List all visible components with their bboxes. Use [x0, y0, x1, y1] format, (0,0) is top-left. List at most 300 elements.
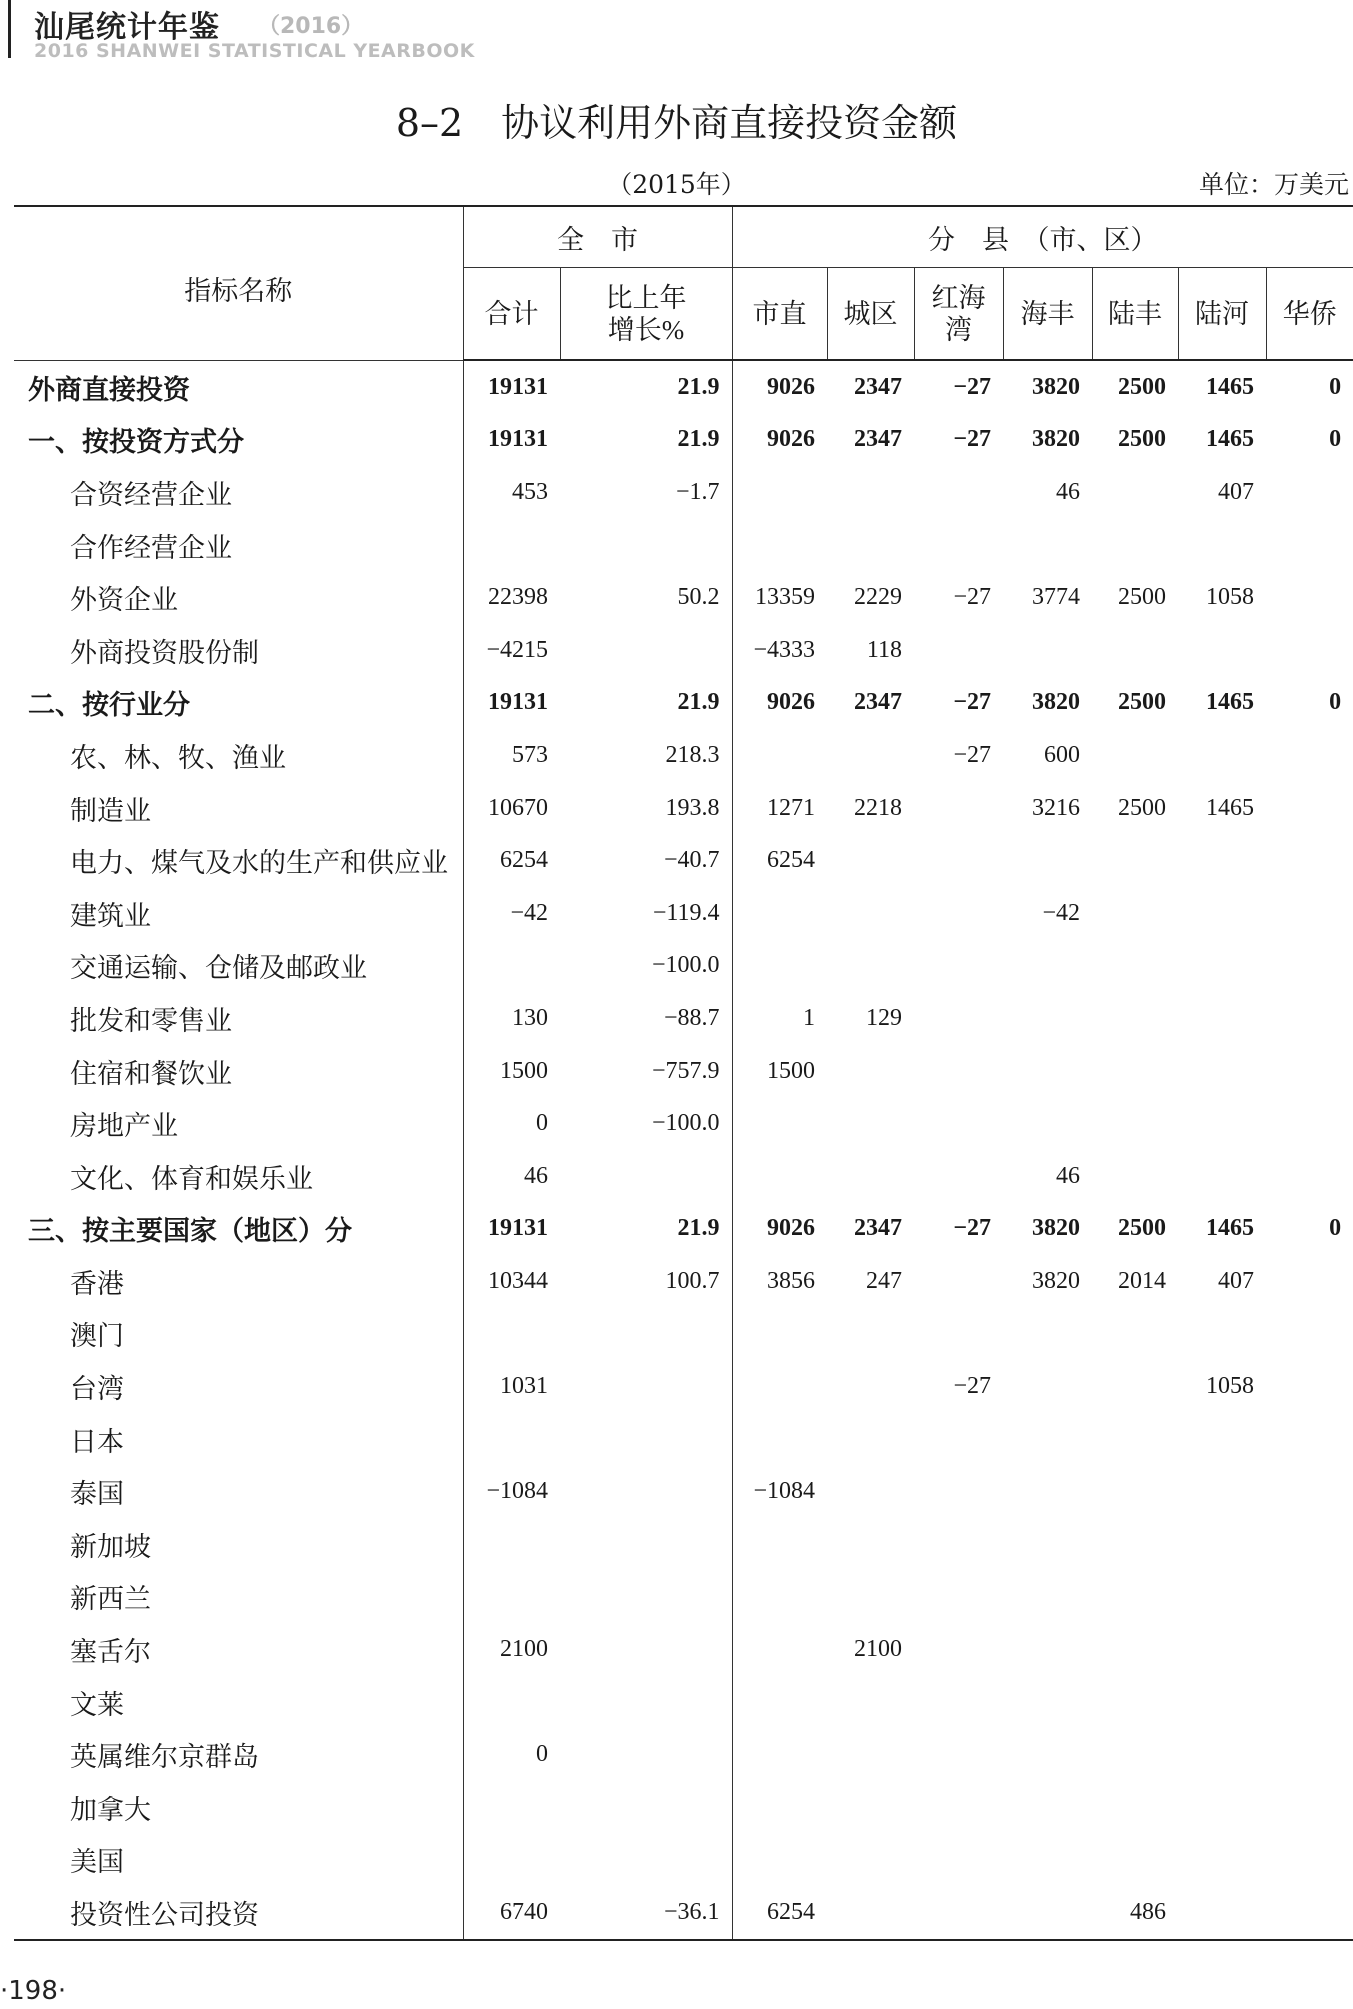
cell-luhe — [1178, 729, 1266, 782]
cell-total: 130 — [463, 992, 560, 1045]
cell-total: 453 — [463, 466, 560, 519]
cell-growth: 21.9 — [677, 373, 720, 400]
cell-haifeng: −42 — [1042, 899, 1080, 926]
cell-total: 2100 — [463, 1623, 560, 1676]
cell-chengqu: 129 — [866, 1004, 902, 1031]
cell-luhe — [1178, 940, 1266, 993]
cell-huaqiao — [1266, 571, 1353, 624]
cell-shizhi: 6254 — [732, 834, 827, 887]
row-indicator-name: 美国 — [70, 1847, 124, 1878]
table-row — [14, 887, 1353, 940]
cell-shizhi: 9026 — [732, 677, 827, 730]
cell-huaqiao — [1266, 624, 1353, 677]
header-honghaiwan-line1: 红海 — [931, 282, 986, 313]
cell-lufeng — [1092, 1676, 1178, 1729]
cell-haifeng — [1003, 834, 1092, 887]
cell-luhe — [1178, 519, 1266, 572]
cell-haifeng — [1003, 1728, 1092, 1781]
row-indicator-name: 制造业 — [70, 795, 151, 826]
cell-honghaiwan — [914, 1728, 1003, 1781]
cell-haifeng — [1003, 519, 1092, 572]
table-row — [14, 1097, 1353, 1150]
cell-shizhi — [732, 1413, 827, 1466]
cell-shizhi: 1271 — [732, 782, 827, 835]
table-row — [14, 1255, 1353, 1308]
row-indicator-name: 泰国 — [70, 1479, 124, 1510]
cell-huaqiao — [1266, 887, 1353, 940]
cell-growth — [560, 1413, 732, 1466]
table-row — [14, 834, 1353, 887]
cell-growth — [560, 1465, 732, 1518]
cell-huaqiao — [1266, 1834, 1353, 1887]
cell-shizhi — [732, 940, 827, 993]
cell-lufeng — [1092, 1571, 1178, 1624]
cell-growth: −36.1 — [560, 1886, 732, 1940]
cell-chengqu: 2347 — [854, 689, 902, 716]
cell-huaqiao — [1266, 1097, 1353, 1150]
table-row — [14, 360, 1353, 414]
cell-shizhi: 9026 — [732, 414, 827, 467]
cell-shizhi — [732, 1623, 827, 1676]
header-honghaiwan-line2: 湾 — [945, 314, 972, 345]
cell-lufeng — [1092, 834, 1178, 887]
header-group-county: 分 县 （市、区） — [732, 206, 1353, 268]
header-chengqu: 城区 — [827, 268, 914, 361]
cell-growth — [560, 1728, 732, 1781]
cell-total: 19131 — [463, 360, 560, 414]
cell-haifeng — [1003, 1571, 1092, 1624]
cell-haifeng — [1003, 1834, 1092, 1887]
cell-growth — [560, 1676, 732, 1729]
cell-chengqu: 2347 — [854, 1215, 902, 1242]
cell-total — [463, 1413, 560, 1466]
header-honghaiwan — [914, 268, 1003, 361]
cell-chengqu — [827, 834, 914, 887]
table-row — [14, 624, 1353, 677]
cell-huaqiao — [1266, 519, 1353, 572]
cell-total — [463, 519, 560, 572]
cell-shizhi — [732, 1360, 827, 1413]
cell-huaqiao — [1266, 1255, 1353, 1308]
row-indicator-name: 英属维尔京群岛 — [70, 1742, 259, 1773]
row-indicator-name: 住宿和餐饮业 — [70, 1058, 232, 1089]
cell-huaqiao — [1266, 992, 1353, 1045]
row-indicator-name: 一、按投资方式分 — [28, 427, 244, 458]
cell-luhe — [1178, 624, 1266, 677]
cell-haifeng — [1003, 1781, 1092, 1834]
cell-honghaiwan — [914, 992, 1003, 1045]
cell-shizhi: 3856 — [732, 1255, 827, 1308]
cell-chengqu — [827, 1676, 914, 1729]
cell-total — [463, 1676, 560, 1729]
cell-shizhi — [732, 729, 827, 782]
yearbook-edition: （2016） — [258, 14, 364, 39]
cell-total: 1500 — [463, 1045, 560, 1098]
cell-chengqu — [827, 729, 914, 782]
row-indicator-name: 投资性公司投资 — [14, 1886, 463, 1940]
cell-huaqiao — [1266, 940, 1353, 993]
cell-haifeng — [1003, 1045, 1092, 1098]
cell-luhe — [1178, 1518, 1266, 1571]
cell-huaqiao — [1266, 466, 1353, 519]
cell-growth — [560, 1571, 732, 1624]
cell-lufeng — [1092, 992, 1178, 1045]
cell-shizhi — [732, 1728, 827, 1781]
cell-haifeng: 3820 — [1032, 426, 1080, 453]
cell-lufeng — [1092, 519, 1178, 572]
cell-shizhi — [732, 466, 827, 519]
cell-chengqu — [827, 1360, 914, 1413]
cell-shizhi — [732, 1308, 827, 1361]
cell-huaqiao — [1266, 1623, 1353, 1676]
cell-honghaiwan — [914, 1781, 1003, 1834]
table-row — [14, 519, 1353, 572]
cell-lufeng: 2500 — [1118, 584, 1166, 611]
cell-shizhi: 1 — [732, 992, 827, 1045]
cell-chengqu — [827, 1834, 914, 1887]
cell-haifeng — [1003, 992, 1092, 1045]
cell-lufeng — [1092, 1518, 1178, 1571]
cell-total: 19131 — [463, 414, 560, 467]
cell-huaqiao — [1266, 1360, 1353, 1413]
table-row — [14, 992, 1353, 1045]
cell-lufeng: 2500 — [1118, 794, 1166, 821]
cell-luhe — [1178, 1308, 1266, 1361]
cell-lufeng — [1092, 1308, 1178, 1361]
cell-lufeng — [1092, 1781, 1178, 1834]
cell-chengqu: 118 — [866, 636, 902, 663]
cell-lufeng — [1092, 1360, 1178, 1413]
table-row — [14, 1203, 1353, 1256]
cell-total — [463, 1518, 560, 1571]
cell-growth: −1.7 — [675, 478, 720, 505]
cell-haifeng — [1003, 624, 1092, 677]
cell-honghaiwan: −27 — [953, 373, 991, 400]
cell-total: 6254 — [463, 834, 560, 887]
cell-lufeng: 486 — [1092, 1886, 1178, 1940]
cell-luhe — [1178, 1728, 1266, 1781]
cell-total — [463, 1834, 560, 1887]
cell-lufeng — [1092, 1728, 1178, 1781]
row-indicator-name: 台湾 — [70, 1374, 124, 1405]
cell-lufeng: 2500 — [1118, 1215, 1166, 1242]
table-header — [14, 206, 1353, 360]
cell-lufeng — [1092, 940, 1178, 993]
cell-haifeng — [1003, 940, 1092, 993]
table-row — [14, 1728, 1353, 1781]
cell-huaqiao: 0 — [1329, 373, 1342, 400]
yearbook-title: 汕尾统计年鉴 — [34, 10, 220, 45]
cell-lufeng — [1092, 1834, 1178, 1887]
header-group-city: 全 市 — [463, 206, 732, 268]
cell-chengqu: 2229 — [854, 584, 902, 611]
table-row — [14, 677, 1353, 730]
cell-growth — [560, 1308, 732, 1361]
cell-honghaiwan — [914, 887, 1003, 940]
row-indicator-name: 农、林、牧、渔业 — [70, 742, 286, 773]
cell-growth: 193.8 — [665, 794, 720, 821]
cell-lufeng: 2500 — [1118, 689, 1166, 716]
cell-haifeng: 3820 — [1032, 689, 1080, 716]
cell-chengqu: 2347 — [854, 426, 902, 453]
cell-huaqiao — [1266, 834, 1353, 887]
cell-total — [463, 940, 560, 993]
cell-haifeng: 600 — [1044, 741, 1080, 768]
cell-luhe — [1178, 1465, 1266, 1518]
cell-huaqiao — [1266, 1413, 1353, 1466]
cell-honghaiwan — [914, 1834, 1003, 1887]
row-indicator-name: 房地产业 — [70, 1111, 178, 1142]
cell-chengqu: 2347 — [854, 373, 902, 400]
cell-luhe — [1178, 1097, 1266, 1150]
cell-growth — [560, 1360, 732, 1413]
cell-shizhi: 13359 — [732, 571, 827, 624]
cell-lufeng — [1092, 1623, 1178, 1676]
cell-haifeng: 3820 — [1032, 373, 1080, 400]
cell-chengqu — [827, 1465, 914, 1518]
cell-chengqu — [827, 1728, 914, 1781]
yearbook-subtitle: 2016 SHANWEI STATISTICAL YEARBOOK — [34, 40, 475, 62]
cell-growth — [560, 1150, 732, 1203]
cell-honghaiwan — [914, 782, 1003, 835]
row-indicator-name: 文化、体育和娱乐业 — [70, 1163, 313, 1194]
cell-honghaiwan — [914, 940, 1003, 993]
cell-total: 573 — [463, 729, 560, 782]
cell-honghaiwan — [914, 1623, 1003, 1676]
cell-honghaiwan — [914, 1097, 1003, 1150]
row-indicator-name: 新加坡 — [70, 1531, 151, 1562]
cell-growth — [560, 1518, 732, 1571]
cell-luhe: 1058 — [1206, 584, 1254, 611]
cell-huaqiao: 0 — [1329, 689, 1342, 716]
cell-luhe: 1465 — [1206, 1215, 1254, 1242]
cell-haifeng: 3820 — [1032, 1215, 1080, 1242]
cell-luhe — [1178, 1676, 1266, 1729]
cell-shizhi — [732, 1781, 827, 1834]
table-unit: 单位：万美元 — [1198, 170, 1349, 199]
cell-shizhi — [732, 1518, 827, 1571]
table-row — [14, 1781, 1353, 1834]
cell-shizhi: 1500 — [732, 1045, 827, 1098]
cell-haifeng — [1003, 1097, 1092, 1150]
cell-haifeng: 46 — [1056, 1162, 1080, 1189]
cell-total: 0 — [463, 1097, 560, 1150]
header-rule — [8, 0, 11, 58]
investment-table — [14, 205, 1353, 1941]
cell-honghaiwan: −27 — [953, 741, 991, 768]
cell-growth: −757.9 — [651, 1057, 720, 1084]
cell-total: 19131 — [463, 1203, 560, 1256]
cell-luhe — [1178, 1150, 1266, 1203]
table-row — [14, 1834, 1353, 1887]
cell-lufeng — [1092, 887, 1178, 940]
cell-honghaiwan — [914, 519, 1003, 572]
row-indicator-name: 三、按主要国家（地区）分 — [28, 1216, 352, 1247]
cell-luhe: 1465 — [1206, 426, 1254, 453]
cell-honghaiwan — [914, 1465, 1003, 1518]
cell-growth: 218.3 — [665, 741, 720, 768]
cell-shizhi: −1084 — [732, 1465, 827, 1518]
row-indicator-name: 外商直接投资 — [28, 374, 190, 405]
cell-honghaiwan — [914, 1413, 1003, 1466]
cell-honghaiwan — [914, 1676, 1003, 1729]
row-indicator-name: 批发和零售业 — [70, 1005, 232, 1036]
cell-luhe: 1465 — [1206, 689, 1254, 716]
cell-huaqiao — [1266, 1465, 1353, 1518]
cell-growth: 21.9 — [677, 689, 720, 716]
cell-luhe — [1178, 1886, 1266, 1940]
row-indicator-name: 日本 — [70, 1426, 124, 1457]
row-indicator-name: 香港 — [70, 1268, 124, 1299]
cell-honghaiwan — [914, 1255, 1003, 1308]
table-row — [14, 571, 1353, 624]
cell-honghaiwan — [914, 1308, 1003, 1361]
header-luhe: 陆河 — [1178, 268, 1266, 361]
cell-total — [463, 1781, 560, 1834]
cell-growth: 100.7 — [665, 1267, 720, 1294]
cell-total: 46 — [463, 1150, 560, 1203]
cell-honghaiwan: −27 — [953, 426, 991, 453]
cell-haifeng: 3774 — [1032, 584, 1080, 611]
cell-shizhi — [732, 1571, 827, 1624]
cell-honghaiwan — [914, 1518, 1003, 1571]
cell-growth: −100.0 — [651, 952, 720, 979]
cell-total: 6740 — [463, 1886, 560, 1940]
cell-lufeng — [1092, 1465, 1178, 1518]
cell-shizhi — [732, 1097, 827, 1150]
header-huaqiao: 华侨 — [1266, 268, 1353, 361]
cell-luhe — [1178, 834, 1266, 887]
cell-huaqiao — [1266, 1781, 1353, 1834]
table-row — [14, 729, 1353, 782]
cell-luhe — [1178, 1623, 1266, 1676]
row-indicator-name: 加拿大 — [70, 1794, 151, 1825]
cell-honghaiwan — [914, 624, 1003, 677]
cell-haifeng: 46 — [1056, 478, 1080, 505]
cell-luhe: 407 — [1218, 478, 1254, 505]
header-growth-line2: 增长% — [607, 314, 685, 345]
cell-lufeng — [1092, 1097, 1178, 1150]
row-indicator-name: 澳门 — [70, 1321, 124, 1352]
cell-haifeng — [1003, 1360, 1092, 1413]
cell-honghaiwan — [914, 834, 1003, 887]
table-row — [14, 1150, 1353, 1203]
table-row — [14, 1360, 1353, 1413]
cell-luhe — [1178, 1834, 1266, 1887]
table-row — [14, 1676, 1353, 1729]
row-indicator-name: 二、按行业分 — [28, 690, 190, 721]
header-haifeng: 海丰 — [1003, 268, 1092, 361]
cell-growth: −100.0 — [651, 1110, 720, 1137]
cell-shizhi — [732, 519, 827, 572]
cell-honghaiwan — [914, 466, 1003, 519]
cell-luhe — [1178, 1045, 1266, 1098]
cell-total: 22398 — [463, 571, 560, 624]
cell-honghaiwan: −27 — [953, 1373, 991, 1400]
table-row — [14, 1571, 1353, 1624]
table-row — [14, 1465, 1353, 1518]
cell-lufeng — [1092, 1045, 1178, 1098]
cell-shizhi: 9026 — [732, 1203, 827, 1256]
table-title: 8–2 协议利用外商直接投资金额 — [395, 101, 958, 145]
header-indicator-name: 指标名称 — [14, 206, 463, 360]
cell-haifeng — [1003, 1465, 1092, 1518]
cell-shizhi: 6254 — [732, 1886, 827, 1940]
cell-chengqu: 247 — [866, 1267, 902, 1294]
row-indicator-name: 文莱 — [70, 1689, 124, 1720]
cell-growth — [560, 1834, 732, 1887]
cell-chengqu — [827, 1518, 914, 1571]
cell-lufeng — [1092, 1150, 1178, 1203]
table-row — [14, 466, 1353, 519]
cell-shizhi — [732, 1834, 827, 1887]
row-indicator-name: 外资企业 — [70, 585, 178, 616]
cell-total: 1031 — [463, 1360, 560, 1413]
row-indicator-name: 合资经营企业 — [70, 479, 232, 510]
cell-luhe — [1178, 992, 1266, 1045]
cell-haifeng — [1003, 1886, 1092, 1940]
cell-honghaiwan — [914, 1886, 1003, 1940]
cell-huaqiao — [1266, 1886, 1353, 1940]
cell-luhe — [1178, 1571, 1266, 1624]
table-row — [14, 1518, 1353, 1571]
cell-honghaiwan: −27 — [953, 689, 991, 716]
cell-chengqu — [827, 1413, 914, 1466]
cell-huaqiao: 0 — [1329, 426, 1342, 453]
cell-huaqiao — [1266, 1518, 1353, 1571]
table-row — [14, 782, 1353, 835]
cell-total: −1084 — [463, 1465, 560, 1518]
cell-honghaiwan — [914, 1571, 1003, 1624]
cell-haifeng — [1003, 1518, 1092, 1571]
table-row — [14, 1308, 1353, 1361]
cell-luhe: 1058 — [1206, 1373, 1254, 1400]
cell-chengqu — [827, 1571, 914, 1624]
header-growth — [560, 268, 732, 361]
cell-luhe — [1178, 1413, 1266, 1466]
cell-luhe: 1465 — [1206, 373, 1254, 400]
cell-honghaiwan: −27 — [953, 1215, 991, 1242]
cell-luhe: 1465 — [1206, 794, 1254, 821]
cell-shizhi — [732, 887, 827, 940]
cell-haifeng: 3820 — [1032, 1267, 1080, 1294]
cell-shizhi: −4333 — [732, 624, 827, 677]
cell-luhe — [1178, 1781, 1266, 1834]
cell-total: −42 — [463, 887, 560, 940]
cell-chengqu — [827, 1781, 914, 1834]
cell-chengqu — [827, 1886, 914, 1940]
cell-growth: 21.9 — [677, 1215, 720, 1242]
cell-lufeng — [1092, 1413, 1178, 1466]
table-body — [14, 360, 1353, 1940]
cell-haifeng — [1003, 1623, 1092, 1676]
header-growth-line1: 比上年 — [605, 282, 687, 313]
header-total: 合计 — [463, 268, 560, 361]
row-indicator-name: 新西兰 — [70, 1584, 151, 1615]
cell-growth — [560, 624, 732, 677]
table-year: （2015年） — [607, 170, 746, 199]
cell-growth: −119.4 — [652, 899, 720, 926]
cell-lufeng — [1092, 624, 1178, 677]
row-indicator-name: 交通运输、仓储及邮政业 — [70, 953, 367, 984]
cell-chengqu — [827, 1097, 914, 1150]
cell-lufeng — [1092, 466, 1178, 519]
cell-lufeng: 2014 — [1118, 1267, 1166, 1294]
cell-shizhi — [732, 1150, 827, 1203]
cell-huaqiao — [1266, 1308, 1353, 1361]
cell-honghaiwan: −27 — [953, 584, 991, 611]
cell-total: 0 — [463, 1728, 560, 1781]
